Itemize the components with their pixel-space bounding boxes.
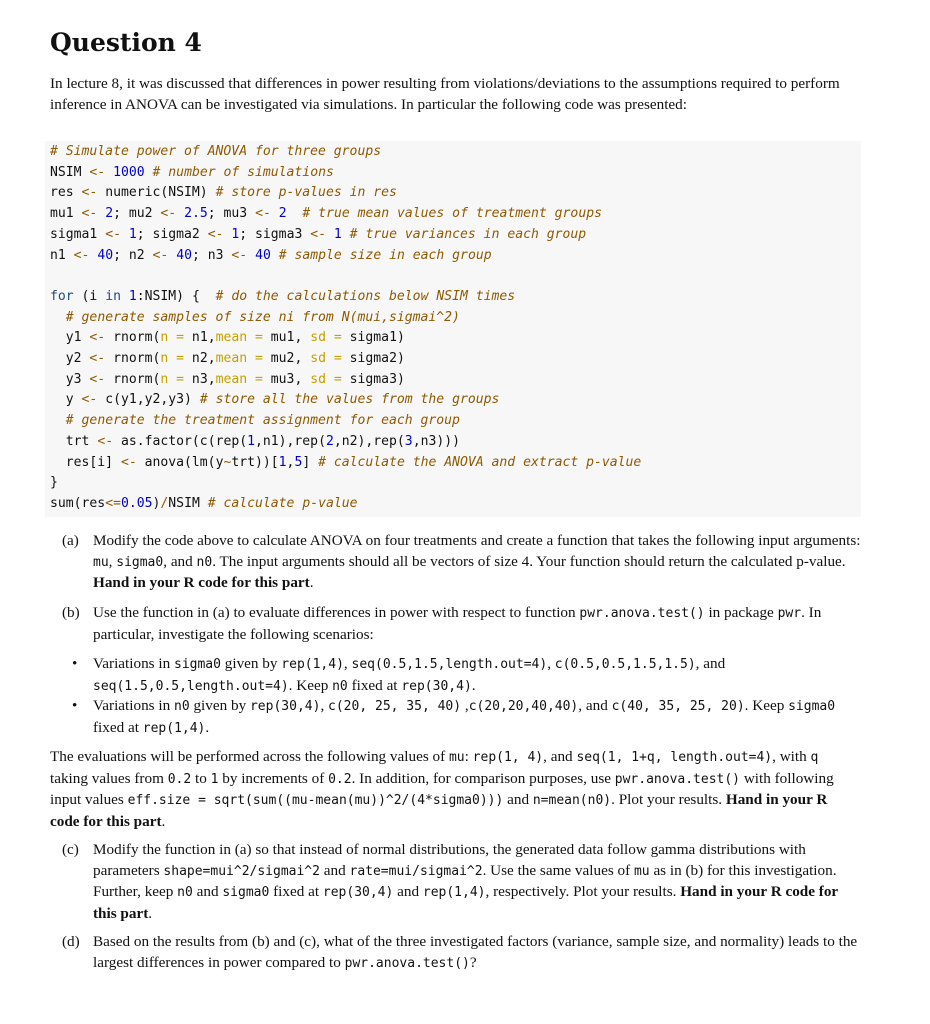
bullet-icon: • [72,697,78,714]
code-comment: # calculate the ANOVA and extract p-value [318,454,642,470]
part-d-label: (d) [62,933,80,950]
code-comment: # calculate p-value [207,495,358,511]
code-comment: # sample size in each group [278,247,492,263]
code-comment: # do the calculations below NSIM times [215,288,516,304]
intro-paragraph: In lecture 8, it was discussed that differences in power resulting from violations/deviations to the assumptions required to perform inference in ANOVA can be investigated via simulations. In particular the following code was presented: [50,75,840,113]
part-b-text: Use the function in (a) to evaluate differences in power with respect to function pwr.anova.test() in package pwr. In particular, investigate the following scenarios: [93,604,822,643]
part-b-label: (b) [62,604,80,621]
page-title: Question 4 [50,28,202,57]
bullet-icon: • [72,655,78,672]
code-comment: # generate samples of size ni from N(mui,sigmai^2) [65,309,460,325]
code-comment: # true variances in each group [349,226,587,242]
evaluation-paragraph: The evaluations will be performed across the following values of mu: rep(1, 4), and seq(1, 1+q, length.out=4), with q taking values from 0.2 to 1 by increments of 0.2. In addition, for comparison purposes, use pwr.anova.test() with following input values eff.size = sqrt(sum((mu-mean(mu))^2/(4*sigma0))) and n=mean(n0). Plot your results. Hand in your R code for this part. [50,748,834,831]
code-block [45,141,861,517]
code-comment: # store p-values in res [215,185,397,201]
part-d-text: Based on the results from (b) and (c), what of the three investigated factors (variance, sample size, and normality) leads to the largest differences in power compared to pwr.anova.test()? [93,933,858,971]
code-comment: # true mean values of treatment groups [302,206,602,222]
code-comment: # Simulate power of ANOVA for three groups [50,144,382,159]
part-c-label: (c) [62,841,79,858]
part-c-text: Modify the function in (a) so that instead of normal distributions, the generated data follow gamma distributions with parameters shape=mui^2/sigmai^2 and rate=mui/sigmai^2. Use the same values of mu as in (b) for this investigation. Further, keep n0 and sigma0 fixed at rep(30,4) and rep(1,4), respectively. Plot your results. Hand in your R code for this part. [93,841,838,923]
document-page: Question 4 In lecture 8, it was discussed that differences in power resulting from violations/deviations to the assumptions required to perform inference in ANOVA can be investigated via simulations. In particular the following code was presented: # Simulate power of ANOVA for three groups NSIM <- 1000 # number of simulations res <- numeric(NSIM) # store p-values in res mu1 <- 2; mu2 <- 2.5; mu3 <- 2 # true mean values of treatment groups sigma1 <- 1; sigma2 <- 1; sigma3 <- 1 # true variances in each group n1 <- 40; n2 <- 40; n3 <- 40 # sample size in each group for (i in 1:NSIM) { # do the calculations below NSIM times # generate samples of size ni from N(mui,sigmai^2) y1 <- rnorm(n = n1,mean = mu1, sd = sigma1) y2 <- rnorm(n = n2,mean = mu2, sd = sigma2) y3 <- rnorm(n = n3,mean = mu3, sd = sigma3) y <- c(y1,y2,y3) # store all the values from the groups # generate the treatment assignment for each group trt <- as.factor(c(rep(1,n1),rep(2,n2),rep(3,n3))) res[i] <- anova(lm(y~trt))[1,5] # calculate the ANOVA and extract p-value } sum(res<=0.05)/NSIM # calculate p-value (a) Modify the code above to calculate ANOVA on four treatments and create a function that takes the following input arguments: mu, sigma0, and n0. The input arguments should all be vectors of size 4. Your function should return the calculated p-value. Hand in your R code for this part. (b) Use the function in (a) to evaluate differences in power with respect to function pwr.anova.test() in package pwr. In particular, investigate the following scenarios: • Variations in sigma0 given by rep(1,4), seq(0.5,1.5,length.out=4), c(0.5,0.5,1.5,1.5), and seq(1.5,0.5,length.out=4). Keep n0 fixed at rep(30,4). • Variations in n0 given by rep(30,4), c(20, 25, 35, 40) ,c(20,20,40,40), and c(40, 35, 25, 20). Keep sigma0 fixed at rep(1,4). The evaluations will be performed across the following values of mu: rep(1, 4), and seq(1, 1+q, length.out=4), with q taking values from 0.2 to 1 by increments of 0.2. In addition, for comparison purposes, use pwr.anova.test() with following input values eff.size = sqrt(sum((mu-mean(mu))^2/(4*sigma0))) and n=mean(n0). Plot your results. Hand in your R code for this part. (c) Modify the function in (a) so that instead of normal distributions, the generated data follow gamma distributions with parameters shape=mui^2/sigmai^2 and rate=mui/sigmai^2. Use the same values of mu as in (b) for this investigation. Further, keep n0 and sigma0 fixed at rep(30,4) and rep(1,4), respectively. Plot your results. Hand in your R code for this part. (d) Based on the results from (b) and (c), what of the three investigated factors (variance, sample size, and normality) leads to the largest differences in power compared to pwr.anova.test()? [0,0,930,1024]
code-comment: # number of simulations [152,164,334,180]
part-a-label: (a) [62,532,79,549]
code-comment: # store all the values from the groups [199,392,500,408]
r-code: # Simulate power of ANOVA for three groups NSIM <- 1000 # number of simulations res <- numeric(NSIM) # store p-values in res mu1 <- 2; mu2 <- 2.5; mu3 <- 2 # true mean values of treatment groups sigma1 <- 1; sigma2 <- 1; sigma3 <- 1 # true variances in each group n1 <- 40; n2 <- 40; n3 <- 40 # sample size in each group for (i in 1:NSIM) { # do the calculations below NSIM times # generate samples of size ni from N(mui,sigmai^2) y1 <- rnorm(n = n1,mean = mu1, sd = sigma1) y2 <- rnorm(n = n2,mean = mu2, sd = sigma2) y3 <- rnorm(n = n3,mean = mu3, sd = sigma3) y <- c(y1,y2,y3) # store all the values from the groups # generate the treatment assignment for each group trt <- as.factor(c(rep(1,n1),rep(2,n2),rep(3,n3))) res[i] <- anova(lm(y~trt))[1,5] # calculate the ANOVA and extract p-value } sum(res<=0.05)/NSIM # calculate p-value [50,144,642,511]
code-comment: # generate the treatment assignment for each group [65,413,460,429]
part-a-text: Modify the code above to calculate ANOVA on four treatments and create a function that takes the following input arguments: mu, sigma0, and n0. The input arguments should all be vectors of size 4. Your function should return the calculated p-value. Hand in your R code for this part. [93,532,861,592]
